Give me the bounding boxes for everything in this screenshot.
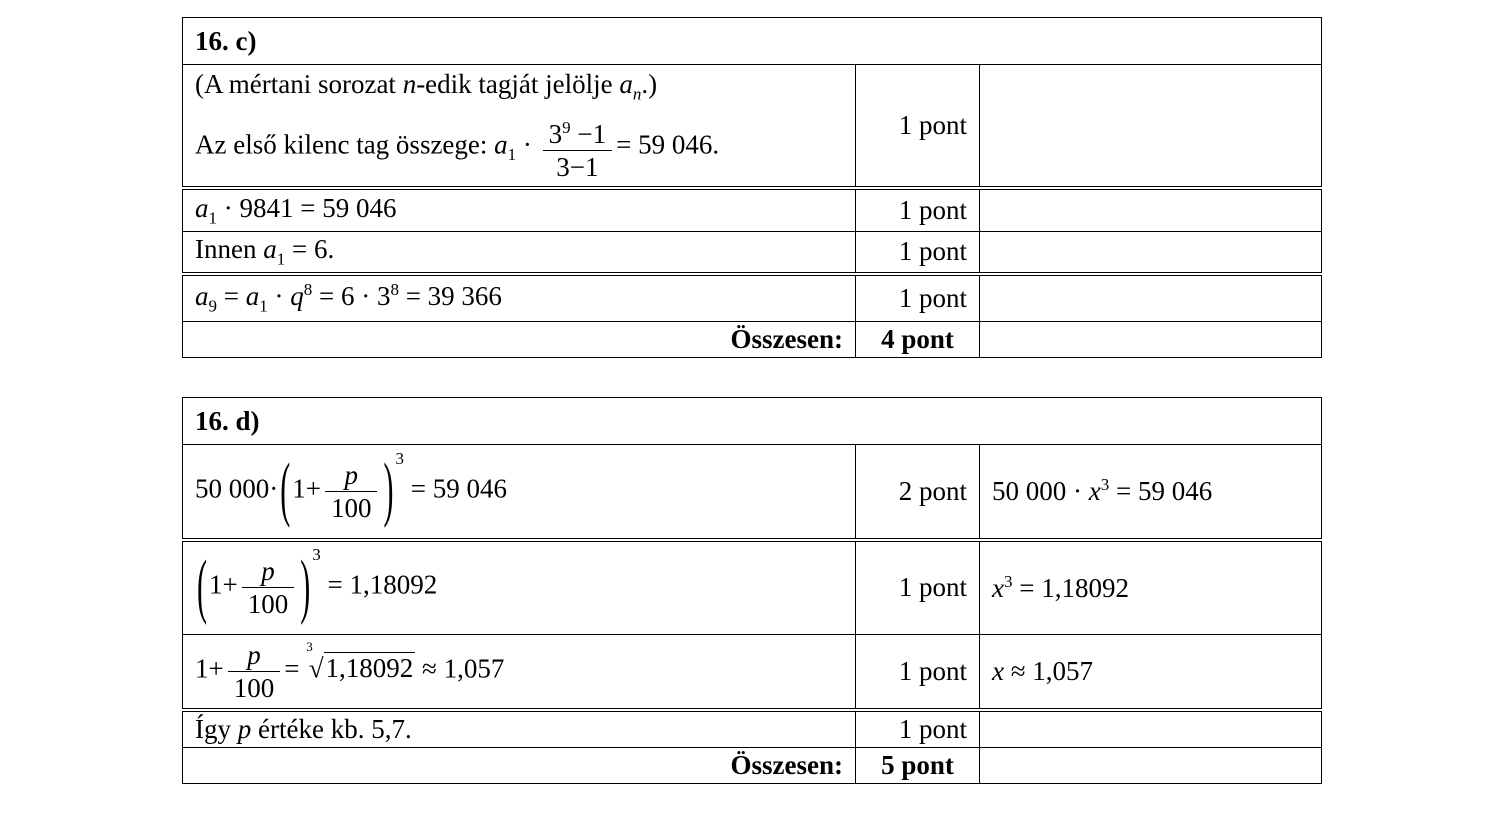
solution-cell: $a_1 \cdot 9841 = 59$ 046 [183,188,856,232]
remark-cell [980,65,1322,188]
remark-cell [980,232,1322,274]
solution-cell: $a_9 = a_1 \cdot q^8 = 6 \cdot 3^8 = 39$ 366 [183,274,856,322]
table-row [183,65,1322,188]
points-cell: 1 pont [856,274,980,322]
points-cell: 1 pont [856,232,980,274]
total-points: 5 pont [856,748,980,784]
solution-cell: 1+ $\frac{p}{100}$ = $^3$√1,18092 ≈ 1,057 [183,635,856,710]
solution-cell: Innen $a_1 = 6$. [183,232,856,274]
total-label: Összesen: [183,748,856,784]
points-cell: 1 pont [856,65,980,188]
remark-cell [980,710,1322,748]
remark-cell [980,188,1322,232]
remark-cell [980,274,1322,322]
remark-cell [980,322,1322,358]
solution-cell: Így p értéke kb. 5,7. [183,710,856,748]
total-row [183,748,1322,784]
table-row [183,274,1322,322]
points-cell: 2 pont [856,445,980,540]
remark-cell [980,748,1322,784]
fraction: $\frac{3^9 -1}{3-1}$ [543,112,612,183]
table-row [183,188,1322,232]
points-cell: 1 pont [856,635,980,710]
table-row [183,232,1322,274]
solution-cell [183,65,856,188]
section-title: 16. d) [183,398,1322,445]
table-row [183,710,1322,748]
notation-note: (A mértani sorozat n-edik tagját jelölje $a_n$.) [195,69,658,104]
points-cell: 1 pont [856,540,980,635]
points-cell: 1 pont [856,188,980,232]
points-cell: 1 pont [856,710,980,748]
table-row [183,635,1322,710]
remark-cell: $x^3 = 1,18092$ [980,540,1322,635]
solution-cell: (1+ $\frac{p}{100}$ ) 3 = 1,18092 [183,540,856,635]
total-row [183,322,1322,358]
scoring-table-16d [182,397,1322,784]
table-row [183,540,1322,635]
solution-cell: 50 000·(1+ $\frac{p}{100}$ ) 3 = 59 046 [183,445,856,540]
total-points: 4 pont [856,322,980,358]
sum-equation: Az első kilenc tag összege: $a_1$ · $\frac{3^9 -1}{3-1}$ = 59 046. [195,112,843,183]
remark-cell: x ≈ 1,057 [980,635,1322,710]
remark-cell: 50 $000 \cdot x^3 = 59$ 046 [980,445,1322,540]
total-label: Összesen: [183,322,856,358]
scoring-table-16c [182,17,1322,358]
table-row [183,445,1322,540]
section-title: 16. c) [183,18,1322,65]
